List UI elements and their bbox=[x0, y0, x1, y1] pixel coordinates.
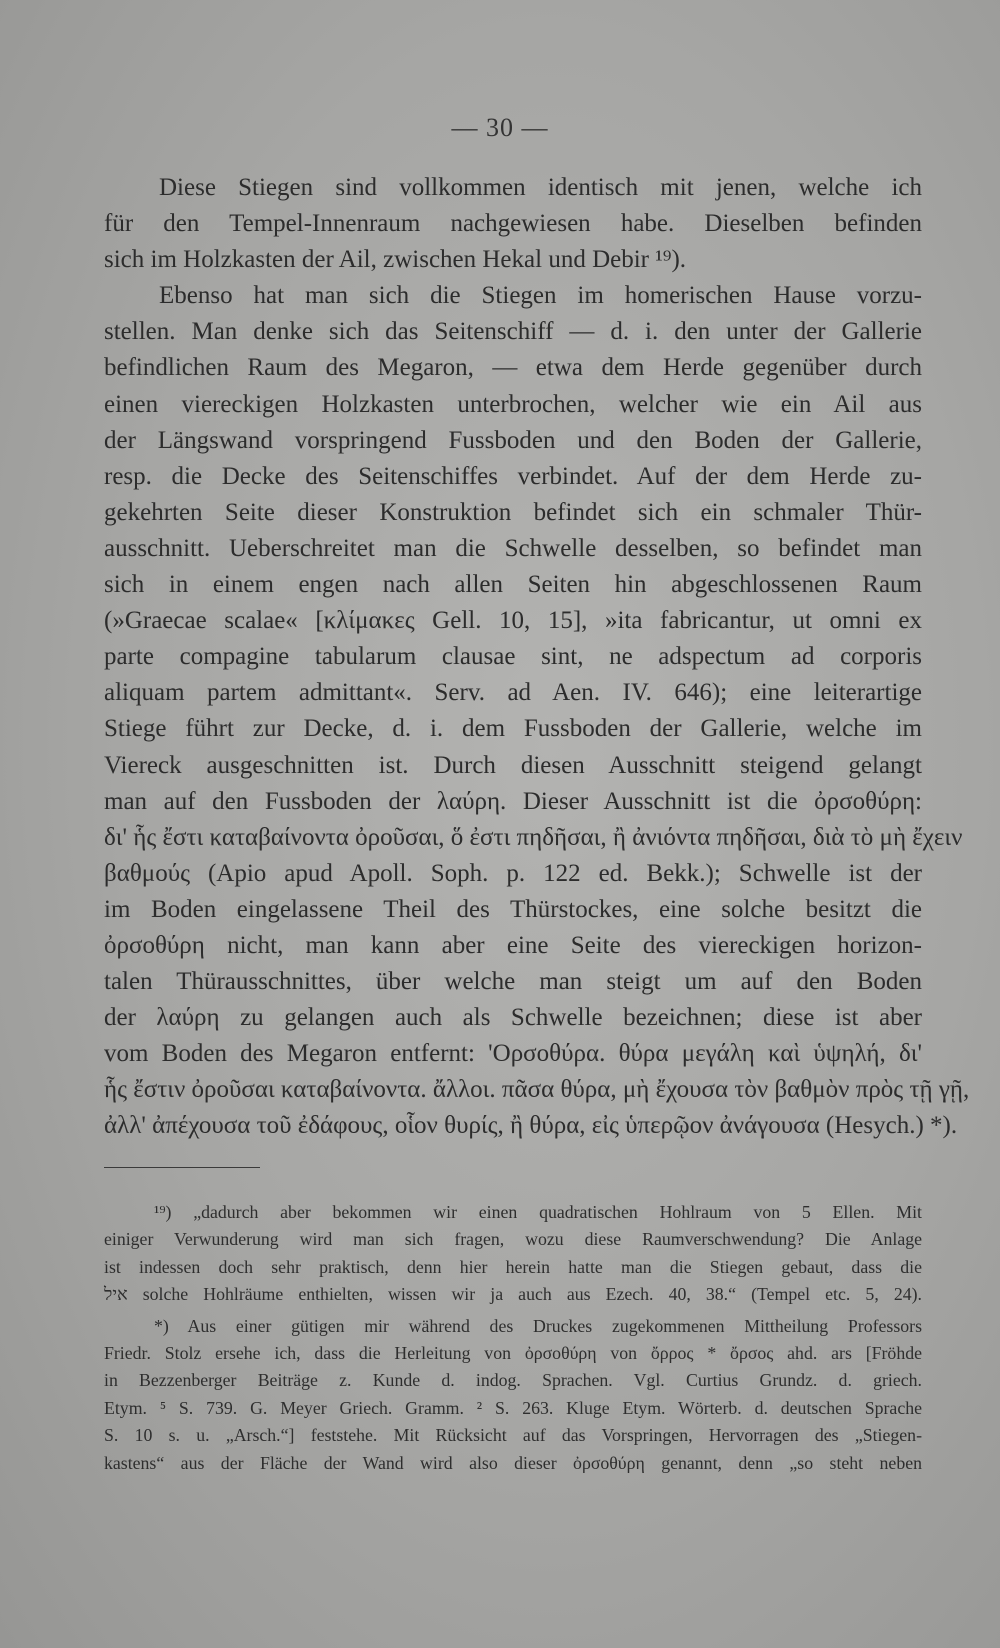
body-line: stellen. Man denke sich das Seitenschiff — d. i. den unter der Gallerie bbox=[104, 318, 922, 346]
footnote-line: kastens“ aus der Fläche der Wand wird also dieser ὀρσοθύρη genannt, denn „so steht neben bbox=[104, 1452, 922, 1473]
footnote-line: Friedr. Stolz ersehe ich, dass die Herleitung von ὀρσοθύρη von ὄρρος * ὄρσος ahd. ars [Fröhde bbox=[104, 1342, 922, 1363]
body-line: aliquam partem admittant«. Serv. ad Aen. IV. 646); eine leiterartige bbox=[104, 679, 922, 707]
footnote-line: einiger Verwunderung wird man sich fragen, wozu diese Raumverschwendung? Die Anlage bbox=[104, 1229, 922, 1250]
body-line: im Boden eingelassene Theil des Thürstockes, eine solche besitzt die bbox=[104, 895, 922, 923]
body-line: sich in einem engen nach allen Seiten hin abgeschlossenen Raum bbox=[104, 571, 922, 599]
body-line: man auf den Fussboden der λαύρη. Dieser Ausschnitt ist die ὀρσοθύρη: bbox=[104, 787, 922, 815]
body-line: βαθμούς (Apio apud Apoll. Soph. p. 122 ed. Bekk.); Schwelle ist der bbox=[104, 859, 922, 887]
body-line: für den Tempel-Innenraum nachgewiesen habe. Dieselben befinden bbox=[104, 210, 922, 238]
body-line: Ebenso hat man sich die Stiegen im homerischen Hause vorzu- bbox=[159, 282, 922, 310]
body-line: sich im Holzkasten der Ail, zwischen Hekal und Debir ¹⁹). bbox=[104, 246, 687, 274]
body-line: gekehrten Seite dieser Konstruktion befindet sich ein schmaler Thür- bbox=[104, 498, 922, 526]
body-line: einen viereckigen Holzkasten unterbrochen, welcher wie ein Ail aus bbox=[104, 390, 922, 418]
body-line: resp. die Decke des Seitenschiffes verbindet. Auf der dem Herde zu- bbox=[104, 462, 922, 490]
footnote-line: ist indessen doch sehr praktisch, denn hier herein hatte man die Stiegen gebaut, dass die bbox=[104, 1256, 922, 1277]
footnote-line: S. 10 s. u. „Arsch.“] feststehe. Mit Rücksicht auf das Vorspringen, Hervorragen des „Stiegen- bbox=[104, 1425, 922, 1446]
body-line: der Längswand vorspringend Fussboden und den Boden der Gallerie, bbox=[104, 426, 922, 454]
body-line: vom Boden des Megaron entfernt: 'Ορσοθύρα. θύρα μεγάλη καὶ ὑψηλή, δι' bbox=[104, 1040, 922, 1068]
body-line: (»Graecae scalae« [κλίμακες Gell. 10, 15], »ita fabricantur, ut omni ex bbox=[104, 607, 922, 635]
body-line: ἀλλ' ἀπέχουσα τοῦ ἐδάφους, οἷον θυρίς, ἢ θύρα, εἰς ὑπερῷον ἀνάγουσα (Hesych.) *). bbox=[104, 1112, 958, 1140]
body-line: ἧς ἔστιν ὀροῦσαι καταβαίνοντα. ἄλλοι. πᾶσα θύρα, μὴ ἔχουσα τὸν βαθμὸν πρὸς τῇ γῇ, bbox=[104, 1076, 970, 1104]
body-line: befindlichen Raum des Megaron, — etwa dem Herde gegenüber durch bbox=[104, 354, 922, 382]
footnote-line: in Bezzenberger Beiträge z. Kunde d. indog. Sprachen. Vgl. Curtius Grundz. d. griech. bbox=[104, 1370, 922, 1391]
body-line: parte compagine tabularum clausae sint, ne adspectum ad corporis bbox=[104, 643, 922, 671]
body-line: ὀρσοθύρη nicht, man kann aber eine Seite des viereckigen horizon- bbox=[104, 931, 922, 959]
footnote-line: איל solche Hohlräume enthielten, wissen wir ja auch aus Ezech. 40, 38.“ (Tempel etc. 5, 24). bbox=[104, 1284, 922, 1305]
page-number: — 30 — bbox=[451, 113, 549, 142]
body-line: δι' ἧς ἔστι καταβαίνοντα ὀροῦσαι, ὅ ἐστι πηδῆσαι, ἢ ἀνιόντα πηδῆσαι, διὰ τὸ μὴ ἔχειν bbox=[104, 823, 963, 851]
body-line: Diese Stiegen sind vollkommen identisch mit jenen, welche ich bbox=[159, 174, 922, 201]
body-line: der λαύρη zu gelangen auch als Schwelle bezeichnen; diese ist aber bbox=[104, 1004, 922, 1032]
footnotes bbox=[104, 1199, 922, 1477]
footnote-line: *) Aus einer gütigen mir während des Druckes zugekommenen Mittheilung Professors bbox=[154, 1315, 922, 1336]
body-line: Viereck ausgeschnitten ist. Durch diesen Ausschnitt steigend gelangt bbox=[104, 751, 922, 779]
footnote-divider bbox=[104, 1167, 260, 1168]
body-line: ausschnitt. Ueberschreitet man die Schwelle desselben, so befindet man bbox=[104, 534, 922, 562]
body-text bbox=[104, 170, 970, 1145]
body-line: Stiege führt zur Decke, d. i. dem Fussboden der Gallerie, welche im bbox=[104, 715, 922, 743]
body-line: talen Thürausschnittes, über welche man steigt um auf den Boden bbox=[104, 968, 922, 996]
footnote-line: ¹⁹) „dadurch aber bekommen wir einen quadratischen Hohlraum von 5 Ellen. Mit bbox=[154, 1202, 922, 1222]
footnote-line: Etym. ⁵ S. 739. G. Meyer Griech. Gramm. ² S. 263. Kluge Etym. Wörterb. d. deutschen Sprache bbox=[104, 1397, 922, 1418]
